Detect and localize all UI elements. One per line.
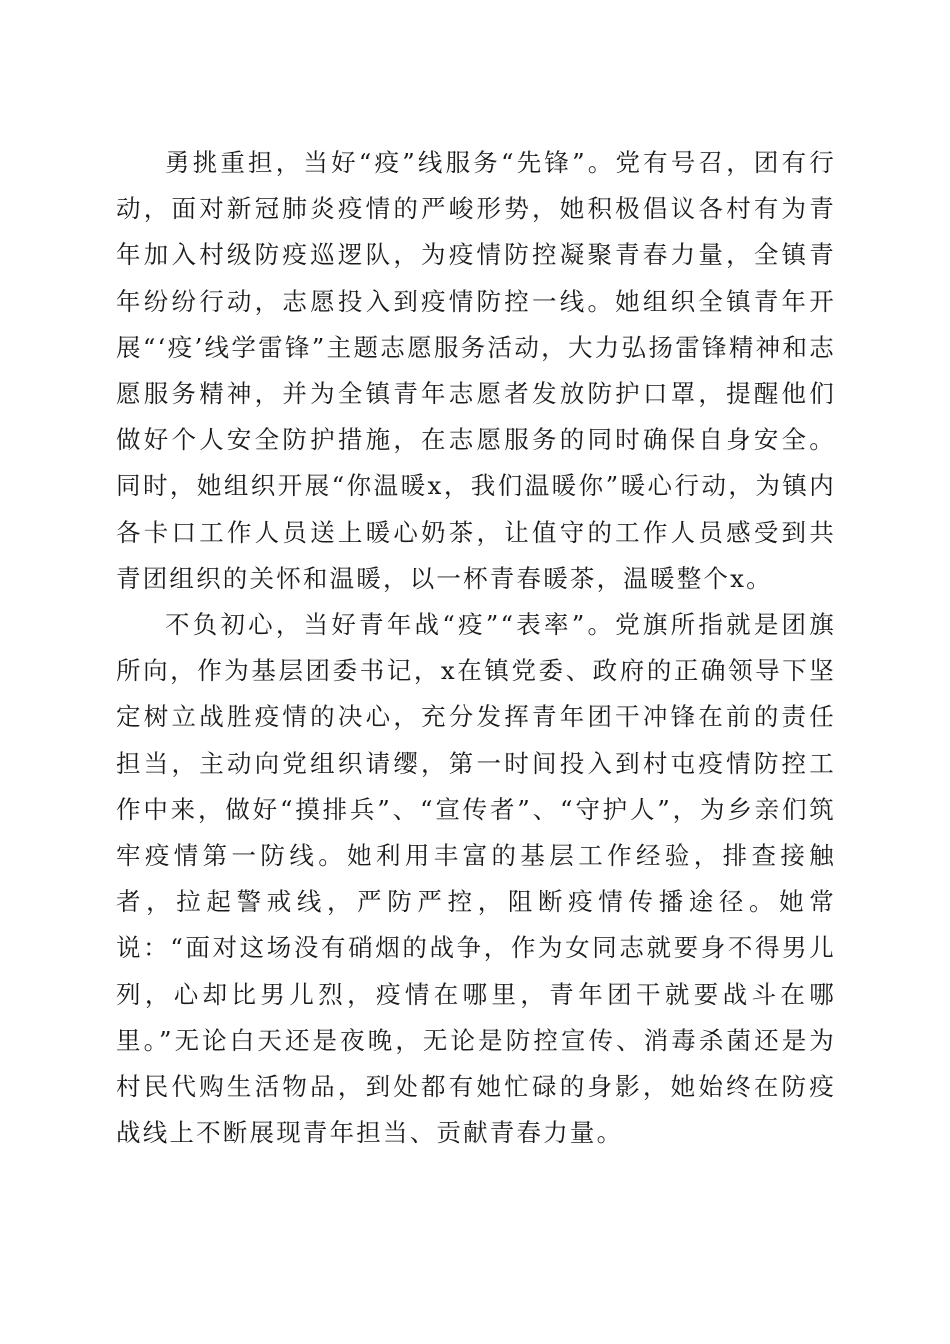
body-text — [116, 140, 836, 1156]
paragraph-vanguard: 勇挑重担，当好“疫”线服务“先锋”。党有号召，团有行动，面对新冠肺炎疫情的严峻形势，她积极倡议各村有为青年加入村级防疫巡逻队，为疫情防控凝聚青春力量，全镇青年纷纷行动，志愿投入到疫情防控一线。她组织全镇青年开展“‘疫’线学雷锋”主题志愿服务活动，大力弘扬雷锋精神和志愿服务精神，并为全镇青年志愿者发放防护口罩，提醒他们做好个人安全防护措施，在志愿服务的同时确保自身安全。同时，她组织开展“你温暖x，我们温暖你”暖心行动，为镇内各卡口工作人员送上暖心奶茶，让值守的工作人员感受到共青团组织的关怀和温暖，以一杯青春暖茶，温暖整个x。 — [116, 148, 836, 593]
paragraph-role-model: 不负初心，当好青年战“疫”“表率”。党旗所指就是团旗所向，作为基层团委书记，x在镇党委、政府的正确领导下坚定树立战胜疫情的决心，充分发挥青年团干冲锋在前的责任担当，主动向党组织请缨，第一时间投入到村屯疫情防控工作中来，做好“摸排兵”、“宣传者”、“守护人”，为乡亲们筑牢疫情第一防线。她利用丰富的基层工作经验，排查接触者，拉起警戒线，严防严控，阻断疫情传播途径。她常说：“面对这场没有硝烟的战争，作为女同志就要身不得男儿列，心却比男儿烈，疫情在哪里，青年团干就要战斗在哪里。”无论白天还是夜晚，无论是防控宣传、消毒杀菌还是为村民代购生活物品，到处都有她忙碌的身影，她始终在防疫战线上不断展现青年担当、贡献青春力量。 — [116, 610, 836, 1148]
